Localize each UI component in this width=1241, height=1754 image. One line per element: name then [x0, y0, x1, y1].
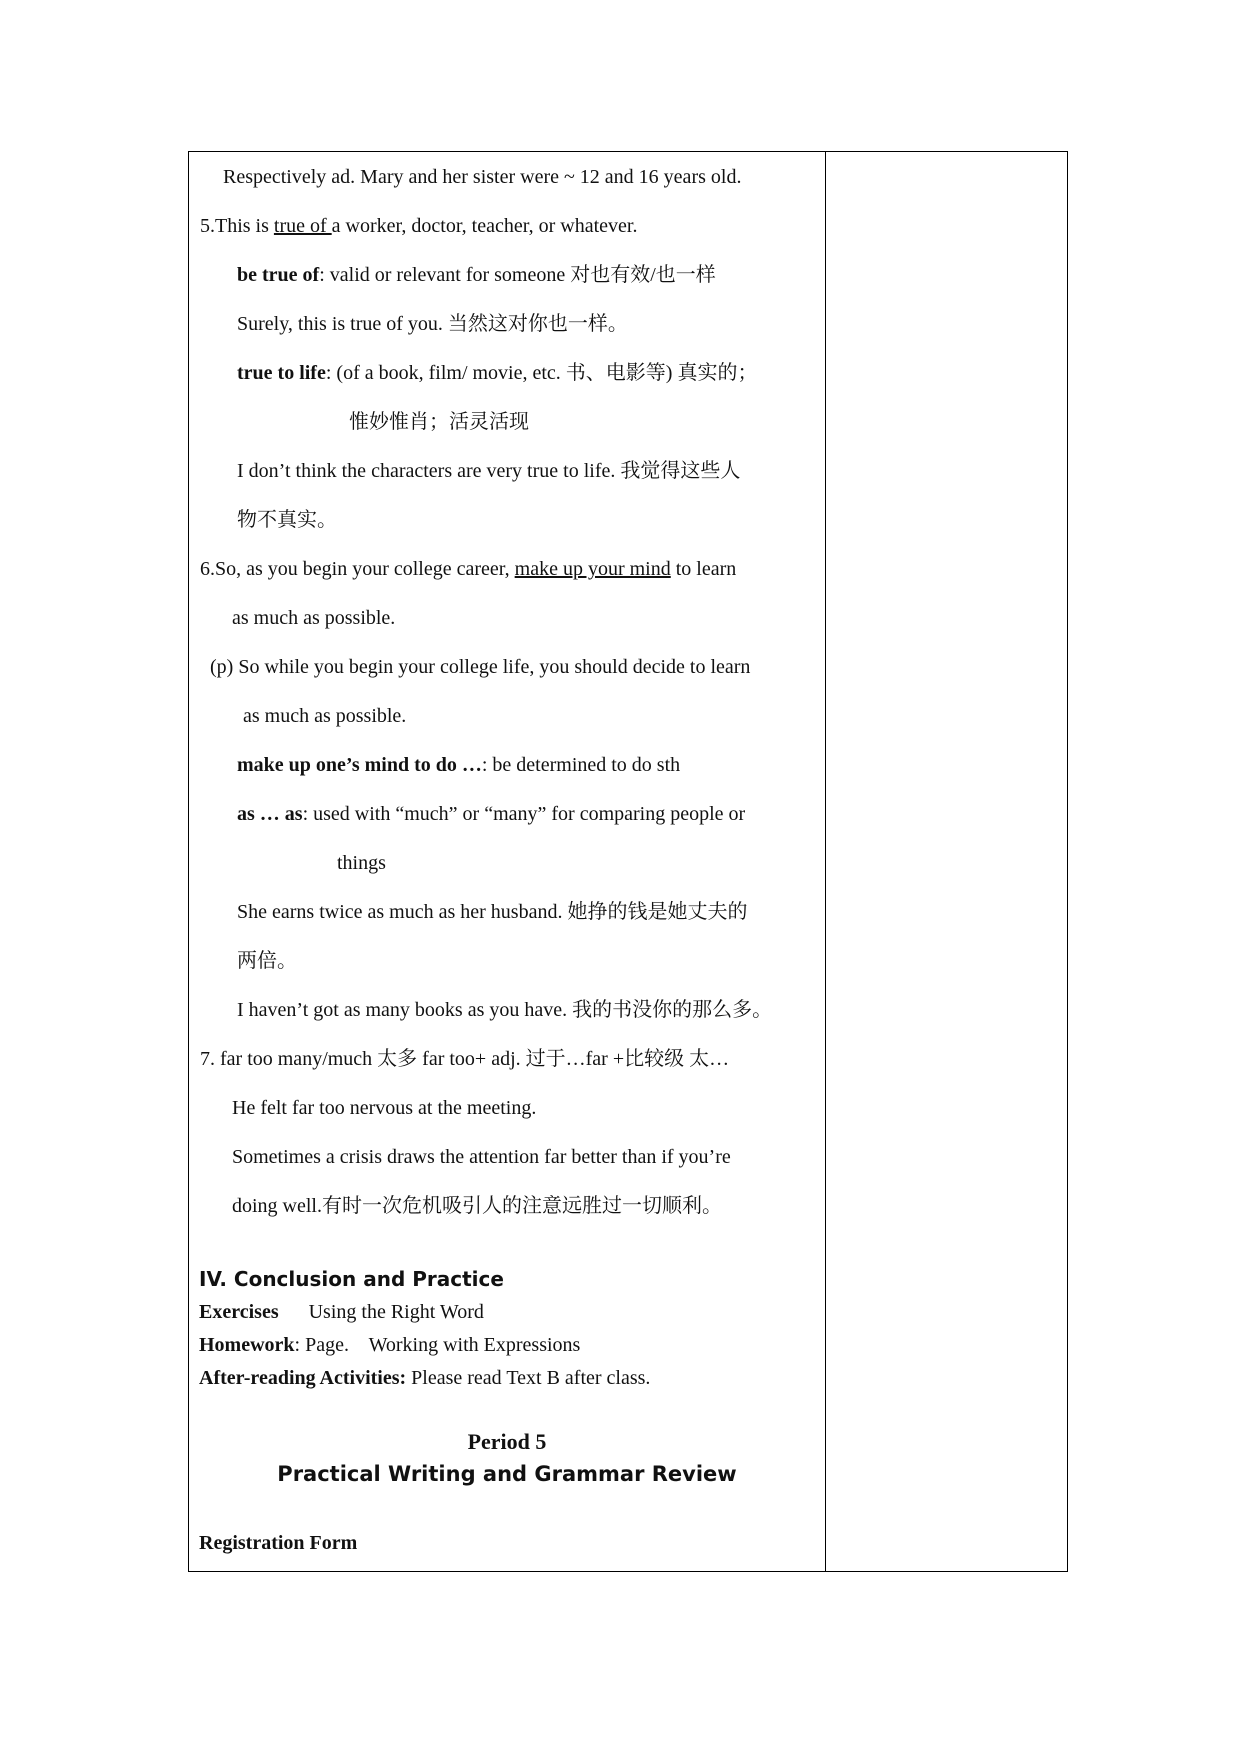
text-line: as … as: used with “much” or “many” for comparing people or	[237, 803, 746, 825]
text-line: I don’t think the characters are very true to life. 我觉得这些人	[237, 460, 741, 482]
section-heading: IV. Conclusion and Practice	[199, 1267, 504, 1291]
text-line: as much as possible.	[243, 705, 407, 727]
text-line: She earns twice as much as her husband. 她挣的钱是她丈夫的	[237, 901, 748, 923]
notes-cell	[189, 152, 825, 1571]
text-line: (p) So while you begin your college life, you should decide to learn	[210, 656, 751, 678]
after-reading-line: After-reading Activities: Please read Text B after class.	[199, 1367, 651, 1389]
text-line: 两倍。	[237, 950, 297, 972]
text-line: Respectively ad. Mary and her sister were ~ 12 and 16 years old.	[223, 166, 742, 188]
text-line: 惟妙惟肖；活灵活现	[349, 411, 529, 433]
text-line: be true of: valid or relevant for someone 对也有效/也一样	[237, 264, 716, 286]
text-line: He felt far too nervous at the meeting.	[232, 1097, 537, 1119]
text-line: 6.So, as you begin your college career, make up your mind to learn	[200, 558, 737, 580]
lesson-table	[188, 151, 1068, 1572]
homework-line: Homework: Page. Working with Expressions	[199, 1334, 581, 1356]
text-line: doing well.有时一次危机吸引人的注意远胜过一切顺利。	[232, 1195, 722, 1217]
text-line: things	[337, 852, 386, 874]
text-line: I haven’t got as many books as you have. 我的书没你的那么多。	[237, 999, 773, 1021]
text-line: Surely, this is true of you. 当然这对你也一样。	[237, 313, 628, 335]
column-divider	[825, 152, 826, 1571]
text-line: make up one’s mind to do …: be determined to do sth	[237, 754, 681, 776]
period-subtitle: Practical Writing and Grammar Review	[277, 1462, 737, 1486]
text-line: true to life: (of a book, film/ movie, etc. 书、电影等) 真实的；	[237, 362, 758, 384]
text-line: 物不真实。	[237, 509, 337, 531]
period-title: Period 5	[467, 1429, 547, 1454]
registration-form-heading: Registration Form	[199, 1532, 358, 1554]
exercises-line: Exercises Using the Right Word	[199, 1301, 484, 1323]
text-line: as much as possible.	[232, 607, 396, 629]
text-line: 7. far too many/much 太多 far too+ adj. 过于…far +比较级 太…	[200, 1048, 730, 1070]
text-line: 5.This is true of a worker, doctor, teacher, or whatever.	[200, 215, 638, 237]
text-line: Sometimes a crisis draws the attention far better than if you’re	[232, 1146, 731, 1168]
